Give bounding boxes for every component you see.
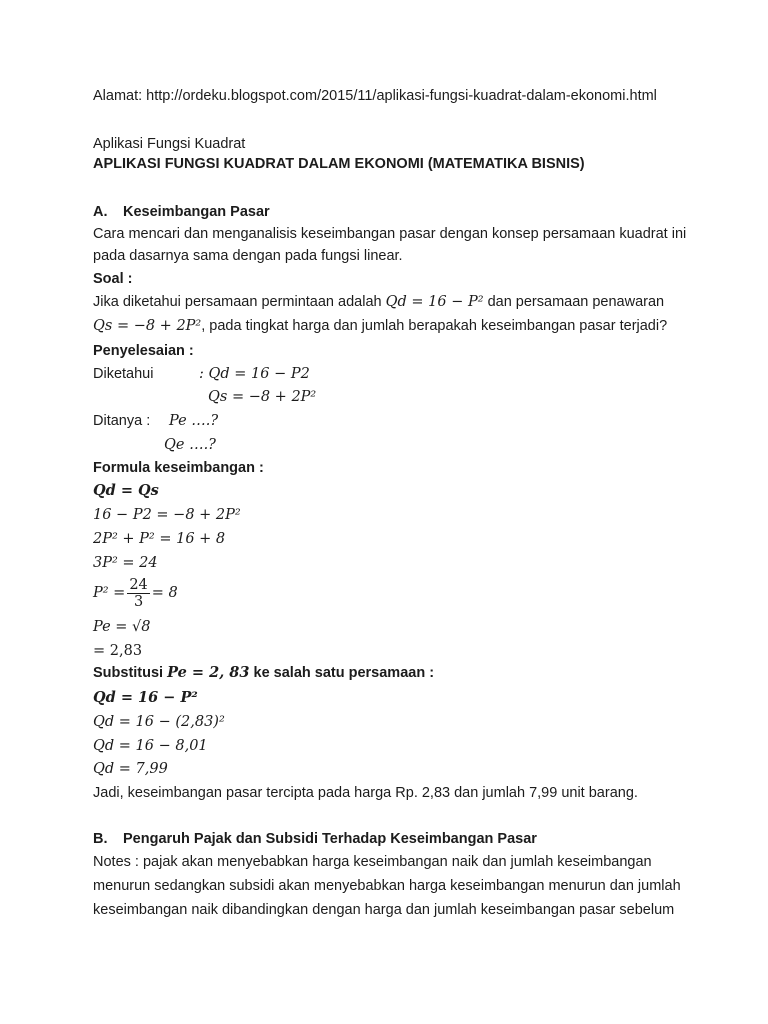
soal-line-2 <box>93 316 667 336</box>
doc-title: Aplikasi Fungsi Kuadrat <box>93 136 246 152</box>
section-b-notes-1: Notes : pajak akan menyebabkan harga keseimbangan naik dan jumlah keseimbangan <box>93 854 652 870</box>
step-5-fraction <box>127 577 149 610</box>
step-6: Pe = √8 <box>93 619 151 635</box>
section-b-notes-3: keseimbangan naik dibandingkan dengan harga dan jumlah keseimbangan pasar sebelum <box>93 902 675 918</box>
ditanya-label: Ditanya : <box>93 413 151 429</box>
section-a-title: Keseimbangan Pasar <box>123 204 270 220</box>
section-a-heading <box>93 202 270 222</box>
ditanya-pe: Pe ….? <box>169 413 219 429</box>
substitusi-eq: Pe = 2, 83 <box>167 664 250 681</box>
step-8: Qd = 16 − P² <box>93 689 198 706</box>
fraction-numerator: 24 <box>129 576 148 593</box>
step-2: 16 − P2 = −8 + 2P² <box>93 507 241 523</box>
doc-subtitle: APLIKASI FUNGSI KUADRAT DALAM EKONOMI (MATEMATIKA BISNIS) <box>93 156 585 172</box>
step-11: Qd = 7,99 <box>93 761 168 777</box>
soal-line-1-pre: Jika diketahui persamaan permintaan adalah <box>93 294 386 310</box>
section-b-heading <box>93 829 537 849</box>
demand-equation: Qd = 16 − P² <box>385 294 484 310</box>
soal-line-2-post: , pada tingkat harga dan jumlah berapakah keseimbangan pasar terjadi? <box>201 318 668 334</box>
formula-label: Formula keseimbangan : <box>93 460 264 476</box>
section-b-number: B. <box>93 831 108 847</box>
soal-line-1 <box>93 292 664 312</box>
step-1: Qd = Qs <box>93 482 159 499</box>
section-b-notes-2: menurun sedangkan subsidi akan menyebabkan harga keseimbangan menurun dan jumlah <box>93 878 681 894</box>
address-line: Alamat: http://ordeku.blogspot.com/2015/11/aplikasi-fungsi-kuadrat-dalam-ekonomi.html <box>93 88 657 104</box>
section-a-number: A. <box>93 204 108 220</box>
step-3: 2P² + P² = 16 + 8 <box>93 531 226 547</box>
substitusi-post: ke salah satu persamaan : <box>249 665 435 681</box>
step-7: = 2,83 <box>93 643 143 659</box>
fraction-denominator: 3 <box>133 593 144 610</box>
penyelesaian-label: Penyelesaian : <box>93 343 194 359</box>
substitusi-pre: Substitusi <box>93 665 168 681</box>
substitusi-line <box>93 663 434 683</box>
step-10: Qd = 16 − 8,01 <box>93 738 208 754</box>
step-5 <box>93 574 178 612</box>
diketahui-eq-1: : Qd = 16 − P2 <box>199 366 310 382</box>
diketahui-eq-2: Qs = −8 + 2P² <box>208 389 317 405</box>
conclusion: Jadi, keseimbangan pasar tercipta pada harga Rp. 2,83 dan jumlah 7,99 unit barang. <box>93 785 638 801</box>
supply-equation: Qs = −8 + 2P² <box>93 318 202 334</box>
soal-label: Soal : <box>93 271 133 287</box>
step-5-right: = 8 <box>151 585 178 601</box>
diketahui-label: Diketahui <box>93 366 154 382</box>
soal-line-1-post: dan persamaan penawaran <box>483 294 665 310</box>
ditanya-qe: Qe ….? <box>164 437 216 453</box>
section-a-intro-1: Cara mencari dan menganalisis keseimbangan pasar dengan konsep persamaan kuadrat ini <box>93 226 687 242</box>
step-4: 3P² = 24 <box>93 555 158 571</box>
step-5-left: P² = <box>93 585 126 601</box>
step-9: Qd = 16 − (2,83)² <box>93 714 225 730</box>
section-b-title: Pengaruh Pajak dan Subsidi Terhadap Keseimbangan Pasar <box>123 831 537 847</box>
section-a-intro-2: pada dasarnya sama dengan pada fungsi linear. <box>93 248 403 264</box>
